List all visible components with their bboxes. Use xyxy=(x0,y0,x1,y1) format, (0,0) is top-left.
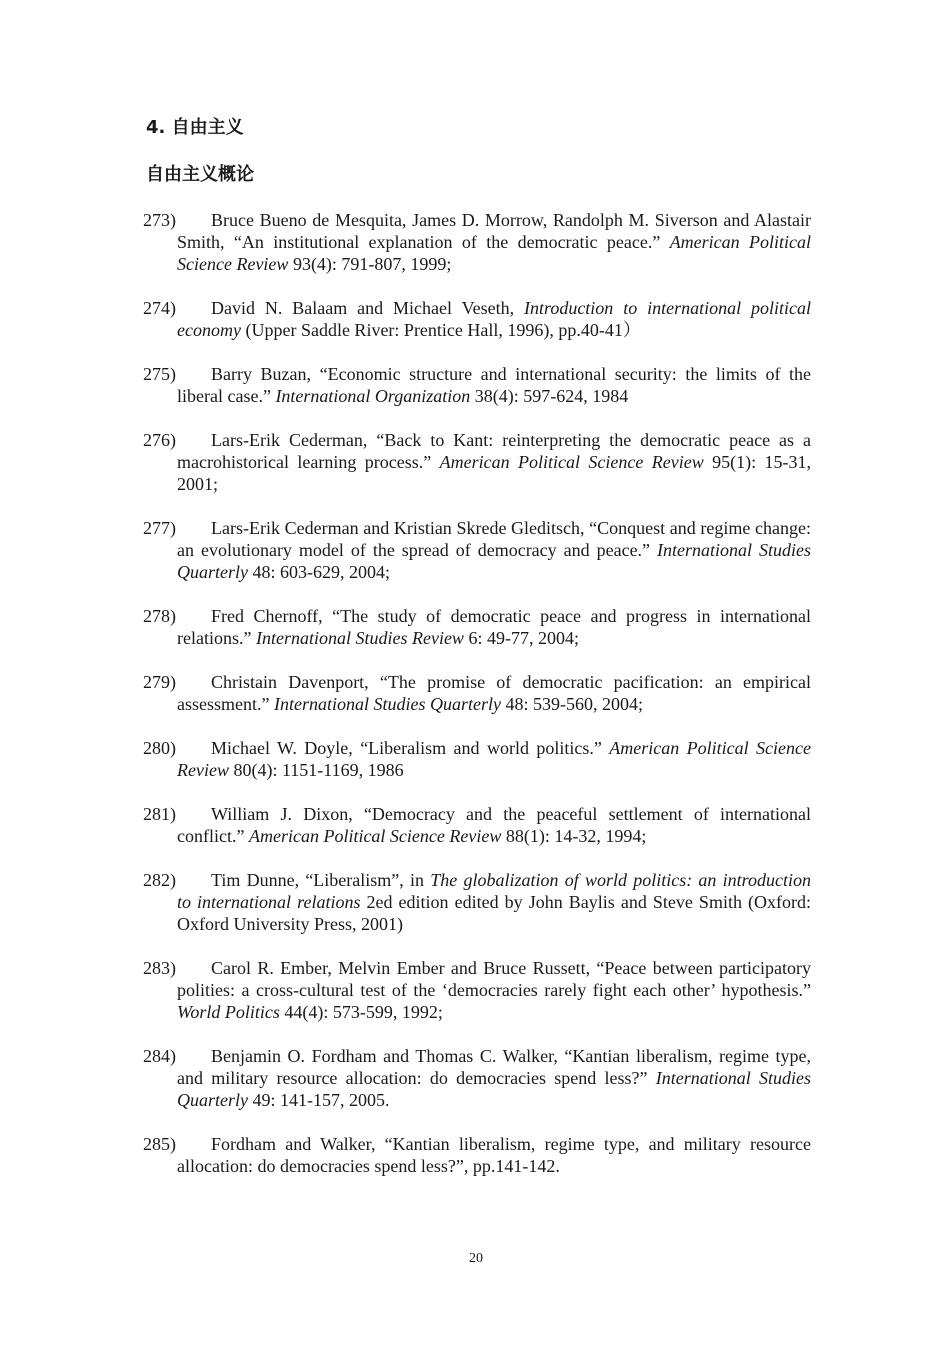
reference-text: Barry Buzan, “Economic structure and international security: the limits of the liberal case.” xyxy=(177,364,811,406)
reference-citation-details: 44(4): 573-599, 1992; xyxy=(279,1002,443,1022)
reference-entry xyxy=(143,1133,811,1177)
reference-number: 280) xyxy=(143,738,176,758)
reference-number: 284) xyxy=(143,1046,176,1066)
reference-text: Carol R. Ember, Melvin Ember and Bruce Russett, “Peace between participatory polities: a cross-cultural test of the ‘democracies rarely fight each other’ hypothesis.” xyxy=(177,958,811,1000)
reference-publication-title: International Studies Quarterly xyxy=(273,694,501,714)
reference-text: David N. Balaam and Michael Veseth, xyxy=(211,298,524,318)
reference-publication-title: International Studies Quarterly xyxy=(177,540,811,582)
reference-number: 273) xyxy=(143,210,176,230)
reference-publication-title: The globalization of world politics: an introduction to international relations xyxy=(177,870,811,912)
reference-publication-title: Introduction to international political economy xyxy=(177,298,811,340)
reference-publication-title: International Studies Quarterly xyxy=(177,1068,811,1110)
reference-citation-details: 80(4): 1151-1169, 1986 xyxy=(228,760,404,780)
reference-entry xyxy=(143,429,811,495)
reference-text: Fordham and Walker, “Kantian liberalism, regime type, and military resource allocation: do democracies spend less?”, pp.141-142. xyxy=(177,1134,811,1176)
reference-number: 281) xyxy=(143,804,176,824)
reference-citation-details: (Upper Saddle River: Prentice Hall, 1996), pp.40-41） xyxy=(240,320,641,340)
reference-number: 282) xyxy=(143,870,176,890)
reference-number: 278) xyxy=(143,606,176,626)
reference-citation-details: 49: 141-157, 2005. xyxy=(248,1090,390,1110)
reference-text: Lars-Erik Cederman, “Back to Kant: reinterpreting the democratic peace as a macrohistorical learning process.” xyxy=(177,430,811,472)
reference-text: Benjamin O. Fordham and Thomas C. Walker, “Kantian liberalism, regime type, and military resource allocation: do democracies spend less?” xyxy=(177,1046,811,1088)
reference-citation-details: 95(1): 15-31, 2001; xyxy=(177,452,812,494)
reference-text: William J. Dixon, “Democracy and the peaceful settlement of international conflict.” xyxy=(177,804,811,846)
reference-text: Bruce Bueno de Mesquita, James D. Morrow, Randolph M. Siverson and Alastair Smith, “An institutional explanation of the democratic peace.” xyxy=(177,210,811,252)
reference-citation-details: 93(4): 791-807, 1999; xyxy=(288,254,452,274)
reference-publication-title: World Politics xyxy=(177,1002,280,1022)
reference-entry xyxy=(143,869,811,935)
reference-number: 277) xyxy=(143,518,176,538)
reference-entry xyxy=(143,363,811,407)
reference-text: Lars-Erik Cederman and Kristian Skrede Gleditsch, “Conquest and regime change: an evolutionary model of the spread of democracy and peace.” xyxy=(177,518,811,560)
reference-number: 285) xyxy=(143,1134,176,1154)
reference-citation-details: 48: 539-560, 2004; xyxy=(500,694,643,714)
reference-publication-title: American Political Science Review xyxy=(439,452,704,472)
reference-number: 283) xyxy=(143,958,176,978)
reference-text: Michael W. Doyle, “Liberalism and world politics.” xyxy=(211,738,610,758)
reference-number: 276) xyxy=(143,430,176,450)
reference-entry xyxy=(143,517,811,583)
reference-publication-title: American Political Science Review xyxy=(177,232,812,274)
reference-entry xyxy=(143,671,811,715)
reference-text: Tim Dunne, “Liberalism”, in xyxy=(211,870,431,890)
reference-text: Christain Davenport, “The promise of democratic pacification: an empirical assessment.” xyxy=(177,672,811,714)
reference-number: 275) xyxy=(143,364,176,384)
reference-publication-title: American Political Science Review xyxy=(248,826,502,846)
page-number: 20 xyxy=(469,1251,483,1266)
reference-text: Fred Chernoff, “The study of democratic peace and progress in international relations.” xyxy=(177,606,811,648)
subsection-heading: 自由主义概论 xyxy=(146,164,254,185)
reference-publication-title: International Studies Review xyxy=(255,628,464,648)
reference-citation-details: 48: 603-629, 2004; xyxy=(248,562,390,582)
reference-citation-details: 6: 49-77, 2004; xyxy=(463,628,579,648)
reference-citation-details: 2ed edition edited by John Baylis and Steve Smith (Oxford: Oxford University Press, 2001) xyxy=(177,892,811,934)
reference-entry xyxy=(143,803,811,847)
reference-entry xyxy=(143,737,811,781)
section-title: 自由主义 xyxy=(171,117,244,138)
section-heading xyxy=(146,116,244,140)
reference-publication-title: International Organization xyxy=(275,386,471,406)
reference-publication-title: American Political Science Review xyxy=(177,738,811,780)
reference-entry xyxy=(143,297,811,341)
reference-entry xyxy=(143,209,811,275)
reference-list xyxy=(143,209,811,1199)
reference-number: 274) xyxy=(143,298,176,318)
reference-number: 279) xyxy=(143,672,176,692)
section-number: 4. xyxy=(146,117,166,138)
reference-citation-details: 88(1): 14-32, 1994; xyxy=(501,826,647,846)
reference-citation-details: 38(4): 597-624, 1984 xyxy=(470,386,629,406)
reference-entry xyxy=(143,605,811,649)
reference-entry xyxy=(143,957,811,1023)
reference-entry xyxy=(143,1045,811,1111)
